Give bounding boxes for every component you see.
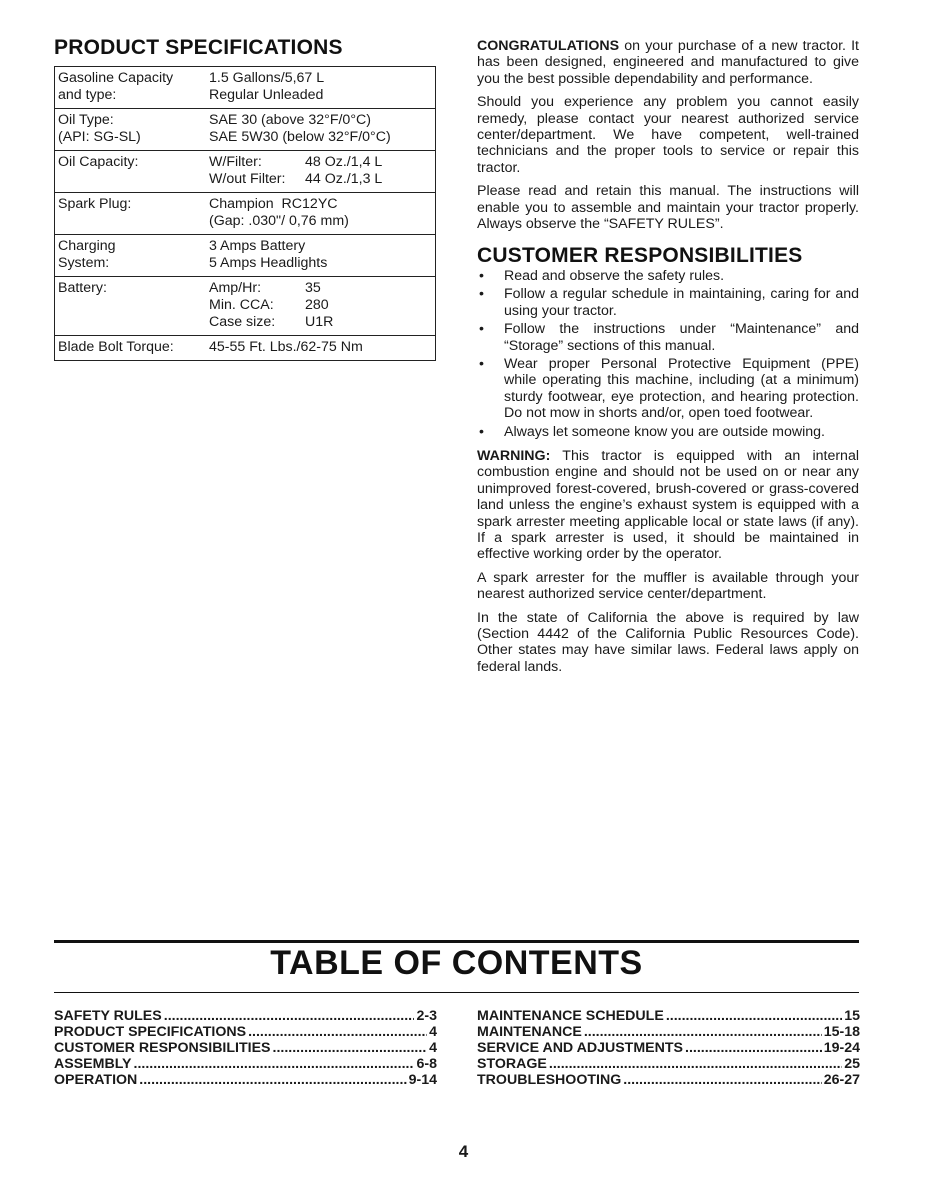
toc-entry bbox=[54, 1024, 437, 1040]
specifications-section bbox=[54, 36, 438, 361]
toc-leader-dots bbox=[666, 1008, 842, 1024]
toc-entry bbox=[54, 1056, 437, 1072]
toc-bottom-rule bbox=[54, 992, 859, 993]
spec-label-cell bbox=[55, 235, 207, 277]
toc-title: TABLE OF CONTENTS bbox=[270, 944, 643, 982]
spec-label: Gasoline Capacity bbox=[58, 70, 174, 86]
toc-entry-label: ASSEMBLY bbox=[54, 1056, 132, 1072]
congratulations-label: CONGRATULATIONS bbox=[477, 38, 620, 54]
spec-value: 1.5 Gallons/5,67 L bbox=[209, 70, 325, 86]
toc-entry bbox=[477, 1072, 860, 1088]
toc-entry bbox=[54, 1040, 437, 1056]
toc-entry-pages: 9-14 bbox=[408, 1072, 437, 1088]
spec-value: 5 Amps Headlights bbox=[209, 255, 328, 271]
spec-value-key: Min. CCA: bbox=[209, 297, 274, 313]
spec-value: 44 Oz./1,3 L bbox=[305, 171, 383, 187]
list-item-text: Read and observe the safety rules. bbox=[504, 267, 725, 284]
toc-entry-pages: 26-27 bbox=[823, 1072, 860, 1088]
spec-label: Blade Bolt Torque: bbox=[58, 339, 174, 355]
spec-label-cell bbox=[55, 67, 207, 109]
spec-value: 35 bbox=[305, 280, 321, 296]
warning-label: WARNING: bbox=[477, 447, 551, 464]
spec-value-line bbox=[209, 171, 433, 188]
toc-entry bbox=[54, 1008, 437, 1024]
spec-label: Battery: bbox=[58, 280, 107, 296]
congratulations-text: on your purchase of a new tractor. It has been designed, engineered and manufactured to give you the best possible dependability and performance. bbox=[477, 38, 859, 87]
toc-entry-label: PRODUCT SPECIFICATIONS bbox=[54, 1024, 247, 1040]
toc-entry-pages: 19-24 bbox=[823, 1040, 860, 1056]
list-item bbox=[477, 268, 859, 284]
bullet-icon: • bbox=[479, 423, 484, 440]
warning-text: This tractor is equipped with an internal combustion engine and should not be used on or near any unimproved forest-covered, brush-covered or grass-covered land unless the engine’s exhaust system is equipped with a spark arrester meeting applicable local or state laws (if any). If a spark arrester is used, it should be maintained in effective working order by the operator. bbox=[477, 447, 859, 563]
warning-paragraph bbox=[477, 448, 859, 563]
toc-entry-pages: 15-18 bbox=[823, 1024, 860, 1040]
spec-value-cell bbox=[206, 336, 436, 361]
toc-leader-dots bbox=[134, 1056, 415, 1072]
spec-value-key: W/out Filter: bbox=[209, 171, 286, 187]
list-item bbox=[477, 286, 859, 319]
list-item-text: Follow a regular schedule in maintaining, caring for and using your tractor. bbox=[504, 286, 859, 319]
toc-right-column bbox=[477, 1008, 860, 1088]
spec-label-cell bbox=[55, 109, 207, 151]
responsibilities-list bbox=[477, 268, 859, 440]
spec-label: Spark Plug: bbox=[58, 196, 132, 212]
bullet-icon: • bbox=[479, 267, 484, 284]
toc-leader-dots bbox=[139, 1072, 406, 1088]
toc-leader-dots bbox=[248, 1024, 427, 1040]
spec-label-cell bbox=[55, 193, 207, 235]
spec-value-key: W/Filter: bbox=[209, 154, 262, 170]
spec-value: Champion RC12YC bbox=[209, 196, 338, 212]
list-item bbox=[477, 321, 859, 354]
bullet-icon: • bbox=[479, 286, 484, 303]
bullet-icon: • bbox=[479, 321, 484, 338]
spec-label-cell bbox=[55, 277, 207, 336]
spec-row bbox=[55, 151, 436, 193]
toc-leader-dots bbox=[273, 1040, 428, 1056]
spec-value-cell bbox=[206, 67, 436, 109]
spec-row bbox=[55, 193, 436, 235]
toc-top-rule bbox=[54, 940, 859, 943]
spec-label-cell bbox=[55, 151, 207, 193]
spec-value-cell bbox=[206, 193, 436, 235]
spark-arrester-paragraph: A spark arrester for the muffler is available through your nearest authorized service center/department. bbox=[477, 569, 859, 603]
spec-value: SAE 30 (above 32°F/0°C) bbox=[209, 112, 371, 128]
spec-label: System: bbox=[58, 255, 110, 271]
toc-entry-pages: 6-8 bbox=[416, 1056, 437, 1072]
spec-value: 48 Oz./1,4 L bbox=[305, 154, 383, 170]
spec-value: 45-55 Ft. Lbs./62-75 Nm bbox=[209, 339, 363, 355]
toc-entry-label: MAINTENANCE bbox=[477, 1024, 582, 1040]
spec-value-key: Case size: bbox=[209, 314, 276, 330]
spec-value: 280 bbox=[305, 297, 329, 313]
specifications-table bbox=[54, 66, 436, 361]
toc-entry-label: MAINTENANCE SCHEDULE bbox=[477, 1008, 664, 1024]
toc-entry-label: TROUBLESHOOTING bbox=[477, 1072, 622, 1088]
toc-entry-label: STORAGE bbox=[477, 1056, 547, 1072]
toc-leader-dots bbox=[685, 1040, 822, 1056]
spec-value: Regular Unleaded bbox=[209, 87, 324, 103]
list-item-text: Always let someone know you are outside mowing. bbox=[504, 423, 825, 440]
spec-value: (Gap: .030"/ 0,76 mm) bbox=[209, 213, 349, 229]
list-item-text: Wear proper Personal Protective Equipment (PPE) while operating this machine, including (at a minimum) sturdy footwear, eye protection, and hearing protection. Do not mow in shorts and/or, open toed footwear. bbox=[504, 355, 859, 422]
toc-entry-label: OPERATION bbox=[54, 1072, 138, 1088]
toc-leader-dots bbox=[584, 1024, 822, 1040]
toc-entry-pages: 4 bbox=[429, 1040, 437, 1056]
spec-value-line bbox=[209, 154, 433, 171]
spec-value: 3 Amps Battery bbox=[209, 238, 306, 254]
spec-value-line bbox=[209, 297, 433, 314]
spec-value: U1R bbox=[305, 314, 334, 330]
list-item-text: Follow the instructions under “Maintenance” and “Storage” sections of this manual. bbox=[504, 321, 859, 354]
spec-label: Oil Type: bbox=[58, 112, 114, 128]
california-law-paragraph: In the state of California the above is required by law (Section 4442 of the California Public Resources Code). Other states may have similar laws. Federal laws apply on federal lands. bbox=[477, 609, 859, 675]
toc-entry bbox=[477, 1008, 860, 1024]
spec-value-cell bbox=[206, 277, 436, 336]
spec-value-cell bbox=[206, 151, 436, 193]
toc-leader-dots bbox=[164, 1008, 415, 1024]
spec-value-cell bbox=[206, 109, 436, 151]
manual-paragraph: Please read and retain this manual. The instructions will enable you to assemble and maintain your tractor properly. Always observe the “SAFETY RULES”. bbox=[477, 183, 859, 233]
bullet-icon: • bbox=[479, 355, 484, 372]
spec-value-cell bbox=[206, 235, 436, 277]
toc-entry-label: SAFETY RULES bbox=[54, 1008, 162, 1024]
toc-entry bbox=[477, 1024, 860, 1040]
congratulations-paragraph bbox=[477, 38, 859, 87]
toc-entry-pages: 4 bbox=[429, 1024, 437, 1040]
toc-left-column bbox=[54, 1008, 437, 1088]
spec-label-cell bbox=[55, 336, 207, 361]
page-number: 4 bbox=[458, 1142, 469, 1161]
spec-value-key: Amp/Hr: bbox=[209, 280, 262, 296]
toc-entry-pages: 25 bbox=[844, 1056, 860, 1072]
spec-row bbox=[55, 336, 436, 361]
toc-entry bbox=[54, 1072, 437, 1088]
spec-label: (API: SG-SL) bbox=[58, 129, 141, 145]
responsibilities-heading: CUSTOMER RESPONSIBILITIES bbox=[477, 244, 803, 268]
toc-entry-pages: 15 bbox=[844, 1008, 860, 1024]
toc-entry bbox=[477, 1056, 860, 1072]
toc-entry bbox=[477, 1040, 860, 1056]
toc-entry-label: CUSTOMER RESPONSIBILITIES bbox=[54, 1040, 271, 1056]
spec-value: SAE 5W30 (below 32°F/0°C) bbox=[209, 129, 391, 145]
spec-row bbox=[55, 235, 436, 277]
intro-section bbox=[477, 38, 859, 682]
toc-entry-label: SERVICE AND ADJUSTMENTS bbox=[477, 1040, 684, 1056]
toc-leader-dots bbox=[549, 1056, 842, 1072]
spec-label: Oil Capacity: bbox=[58, 154, 139, 170]
spec-label: Charging bbox=[58, 238, 116, 254]
list-item bbox=[477, 424, 859, 440]
spec-row bbox=[55, 277, 436, 336]
spec-row bbox=[55, 67, 436, 109]
spec-label: and type: bbox=[58, 87, 117, 103]
list-item bbox=[477, 356, 859, 422]
support-paragraph: Should you experience any problem you cannot easily remedy, please contact your nearest authorized service center/department. We have competent, well-trained technicians and the proper tools to service or repair this tractor. bbox=[477, 94, 859, 176]
spec-value-line bbox=[209, 314, 433, 331]
toc-leader-dots bbox=[623, 1072, 821, 1088]
spec-value-line bbox=[209, 280, 433, 297]
specifications-heading: PRODUCT SPECIFICATIONS bbox=[54, 36, 343, 59]
toc-entry-pages: 2-3 bbox=[416, 1008, 437, 1024]
spec-row bbox=[55, 109, 436, 151]
